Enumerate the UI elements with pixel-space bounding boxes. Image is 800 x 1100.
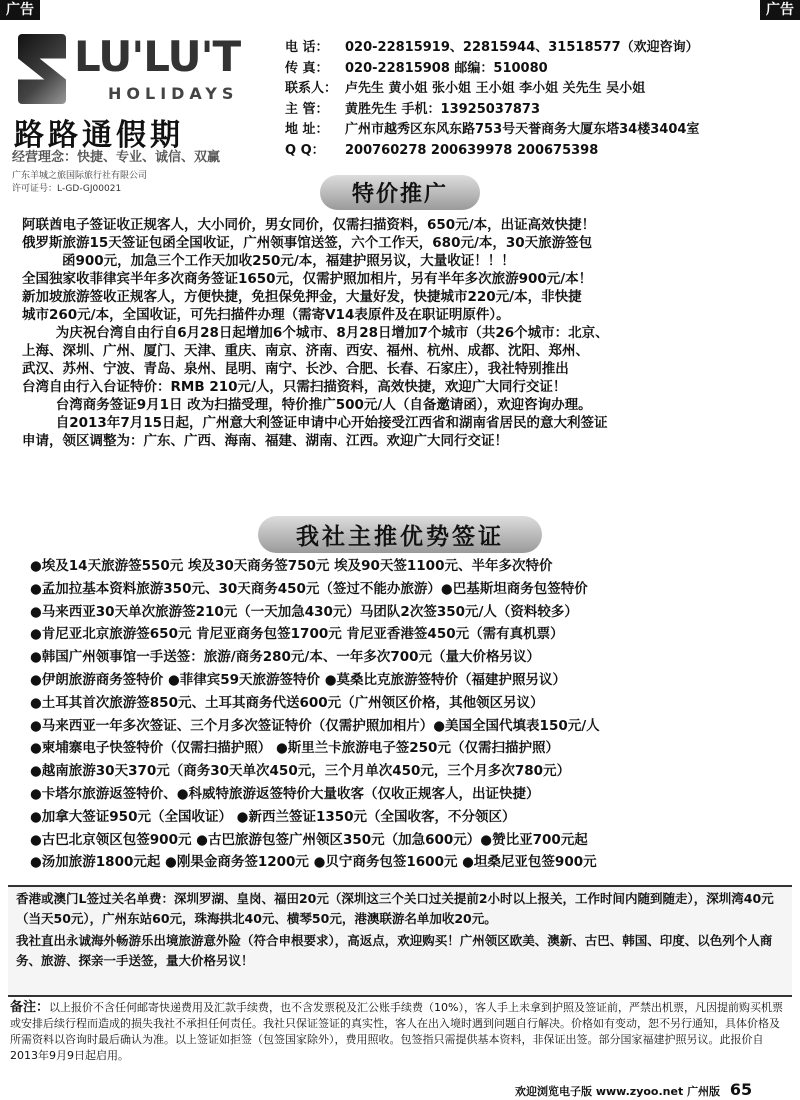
visa-item: ●土耳其首次旅游签850元、土耳其商务代送600元（广州领区价格，其他领区另议） — [30, 694, 544, 711]
contact-value: 黄胜先生 手机：13925037873 — [345, 101, 541, 117]
visa-item: ●肯尼亚北京旅游签650元 肯尼亚商务包签1700元 肯尼亚香港签450元（需有真机票） — [30, 626, 564, 643]
visa-item: ●马来西亚30天单次旅游签210元（一天加急430元）马团队2次签350元/人（资料较多） — [30, 603, 578, 620]
slogan: 经营理念：快捷、专业、诚信、双赢 — [12, 150, 221, 165]
visa-item: ●柬埔寨电子快签特价（仅需扫描护照） ●斯里兰卡旅游电子签250元（仅需扫描护照） — [30, 740, 559, 757]
contact-label: 电 话： — [285, 40, 329, 55]
box-line: 我社直出永诚海外畅游乐出境旅游意外险（符合申根要求），高返点，欢迎购买！广州领区欧美、澳新、古巴、韩国、印度、以色列个人商务、旅游、探亲一手送签，量大价格另议！ — [16, 933, 773, 968]
box-line: 香港或澳门L签过关名单费：深圳罗湖、皇岗、福田20元（深圳这三个关口过关提前2小时以上报关，工作时间内随到随走），深圳湾40元（当天50元），广州东站60元，珠海拱北40元、横琴50元，港澳联游名单加收20元。 — [16, 891, 774, 926]
promo-line: 城市260元/本，全国收证，可先扫描件办理（需寄V14表原件及在职证明原件）。 — [22, 307, 510, 323]
page-footer — [515, 1080, 752, 1099]
contact-label: 主 管： — [285, 101, 329, 117]
logo-chinese-name: 路路通假期 — [14, 118, 184, 153]
promo-line: 台湾商务签证9月1日 改为扫描受理，特价推广500元/人（自备邀请函），欢迎咨询办理。 — [55, 397, 592, 413]
page-number: 65 — [729, 1080, 753, 1099]
visa-item: ●伊朗旅游商务签特价 ●菲律宾59天旅游签特价 ●莫桑比克旅游签特价（福建护照另议） — [30, 671, 567, 688]
visa-item: ●古巴北京领区包签900元 ●古巴旅游包签广州领区350元（加急600元）●赞比亚700元起 — [30, 831, 588, 848]
visa-item: ●汤加旅游1800元起 ●刚果金商务签1200元 ●贝宁商务包签1600元 ●坦桑尼亚包签900元 — [30, 854, 597, 871]
promo-line: 台湾自由行入台证特价：RMB 210元/人，只需扫描资料，高效快捷，欢迎广大同行交证！ — [22, 379, 567, 395]
promo-line: 函900元，加急三个工作天加收250元/本，福建护照另议，大量收证！！！ — [62, 253, 515, 269]
promo-line: 俄罗斯旅游15天签证包函全国收证，广州领事馆送签，六个工作天，680元/本，30天旅游签包 — [22, 235, 593, 251]
visa-item: ●加拿大签证950元（全国收证） ●新西兰签证1350元（全国收客，不分领区） — [30, 808, 516, 825]
promo-line: 新加坡旅游签收正规客人，方便快捷，免担保免押金，大量好发，快捷城市220元/本，非快捷 — [22, 289, 582, 305]
remarks-text: 以上报价不含任何邮寄快递费用及汇款手续费，也不含发票税及汇公账手续费（10%），客人手上未拿到护照及签证前，严禁出机票，凡因提前购买机票或安排后续行程而造成的损失我社不承担任何责任。我社只保证签证的真实性，客人在出入境时遇到问题自行解决。价格如有变动，恕不另行通知，具体价格及所需资料以咨询时最后确认为准。以上签证如拒签（包签国家除外），费用照收。包签指只需提供基本资料，非保证出签。部分国家福建护照另议。此报价自2013年9月9日起启用。 — [10, 1001, 783, 1062]
visa-item: ●卡塔尔旅游返签特价、●科威特旅游返签特价大量收客（仅收正规客人，出证快捷） — [30, 785, 540, 802]
visa-item: ●越南旅游30天370元（商务30天单次450元，三个月单次450元，三个月多次780元） — [30, 763, 571, 780]
remarks — [10, 1000, 790, 1064]
visa-item: ●马来西亚一年多次签证、三个月多次签证特价（仅需护照加相片）●美国全国代填表150元/人 — [30, 717, 600, 734]
visa-item: ●埃及14天旅游签550元 埃及30天商务签750元 埃及90天签1100元、半年多次特价 — [30, 558, 553, 574]
contact-label: Q Q： — [285, 142, 325, 158]
promo-line: 阿联酋电子签证收正规客人，大小同价，男女同价，仅需扫描资料，650元/本，出证高效快捷！ — [22, 217, 596, 233]
contact-value: 020-22815919、22815944、31518577（欢迎咨询） — [345, 40, 699, 55]
contact-label: 传 真： — [285, 60, 329, 76]
ad-tag-right: 广告 — [760, 0, 800, 20]
section-title: 特价推广 — [320, 175, 480, 210]
contact-info — [285, 38, 795, 161]
section-featured-visas — [0, 516, 800, 553]
contact-row — [285, 141, 795, 162]
company-name: 广东羊城之旅国际旅行社有限公司 — [12, 171, 148, 181]
contact-row — [285, 38, 795, 59]
contact-row — [285, 100, 795, 121]
section-title: 我社主推优势签证 — [258, 516, 542, 553]
remarks-label: 备注： — [10, 1000, 50, 1015]
promo-line: 全国独家收菲律宾半年多次商务签证1650元，仅需护照加相片，另有半年多次旅游900元/本！ — [22, 271, 593, 287]
contact-value: 020-22815908 邮编：510080 — [345, 60, 548, 76]
promo-line: 上海、深圳、广州、厦门、天津、重庆、南京、济南、西安、福州、杭州、成都、沈阳、郑州、 — [22, 343, 589, 359]
logo-s-icon — [18, 34, 66, 104]
promo-line: 武汉、苏州、宁波、青岛、泉州、昆明、南宁、长沙、合肥、长春、石家庄），我社特别推出 — [22, 361, 569, 377]
promo-list — [22, 216, 792, 450]
promo-line: 自2013年7月15日起，广州意大利签证申请中心开始接受江西省和湖南省居民的意大利签证 — [55, 415, 608, 431]
promo-line: 为庆祝台湾自由行自6月28日起增加6个城市、8月28日增加7个城市（共26个城市：北京、 — [55, 325, 609, 341]
contact-value: 广州市越秀区东风东路753号天誉商务大厦东塔34楼3404室 — [345, 122, 700, 137]
section-special-offers — [0, 175, 800, 210]
contact-label: 地 址： — [285, 122, 329, 137]
ad-tag-left: 广告 — [0, 0, 40, 20]
visa-item: ●孟加拉基本资料旅游350元、30天商务450元（签过不能办旅游）●巴基斯坦商务包签特价 — [30, 580, 588, 597]
border-crossing-box — [8, 885, 792, 997]
contact-row — [285, 59, 795, 80]
visa-item: ●韩国广州领事馆一手送签：旅游/商务280元/本、一年多次700元（量大价格另议） — [30, 649, 540, 666]
contact-row — [285, 120, 795, 141]
agency-logo — [8, 26, 273, 196]
logo-subtitle: HOLIDAYS — [108, 84, 239, 103]
footer-text: 欢迎浏览电子版 www.zyoo.net — [515, 1085, 684, 1098]
edition-label: 广州版 — [687, 1085, 721, 1098]
license-number: 许可证号：L-GD-GJ00021 — [12, 184, 122, 194]
contact-value: 200760278 200639978 200675398 — [345, 142, 599, 158]
promo-line: 申请，领区调整为：广东、广西、海南、福建、湖南、江西。欢迎广大同行交证！ — [22, 433, 508, 449]
contact-row — [285, 79, 795, 100]
logo-wordmark: LU'LU'T — [74, 32, 241, 81]
contact-label: 联系人： — [285, 81, 338, 96]
visa-list — [30, 555, 795, 874]
contact-value: 卢先生 黄小姐 张小姐 王小姐 李小姐 关先生 吴小姐 — [345, 81, 646, 96]
